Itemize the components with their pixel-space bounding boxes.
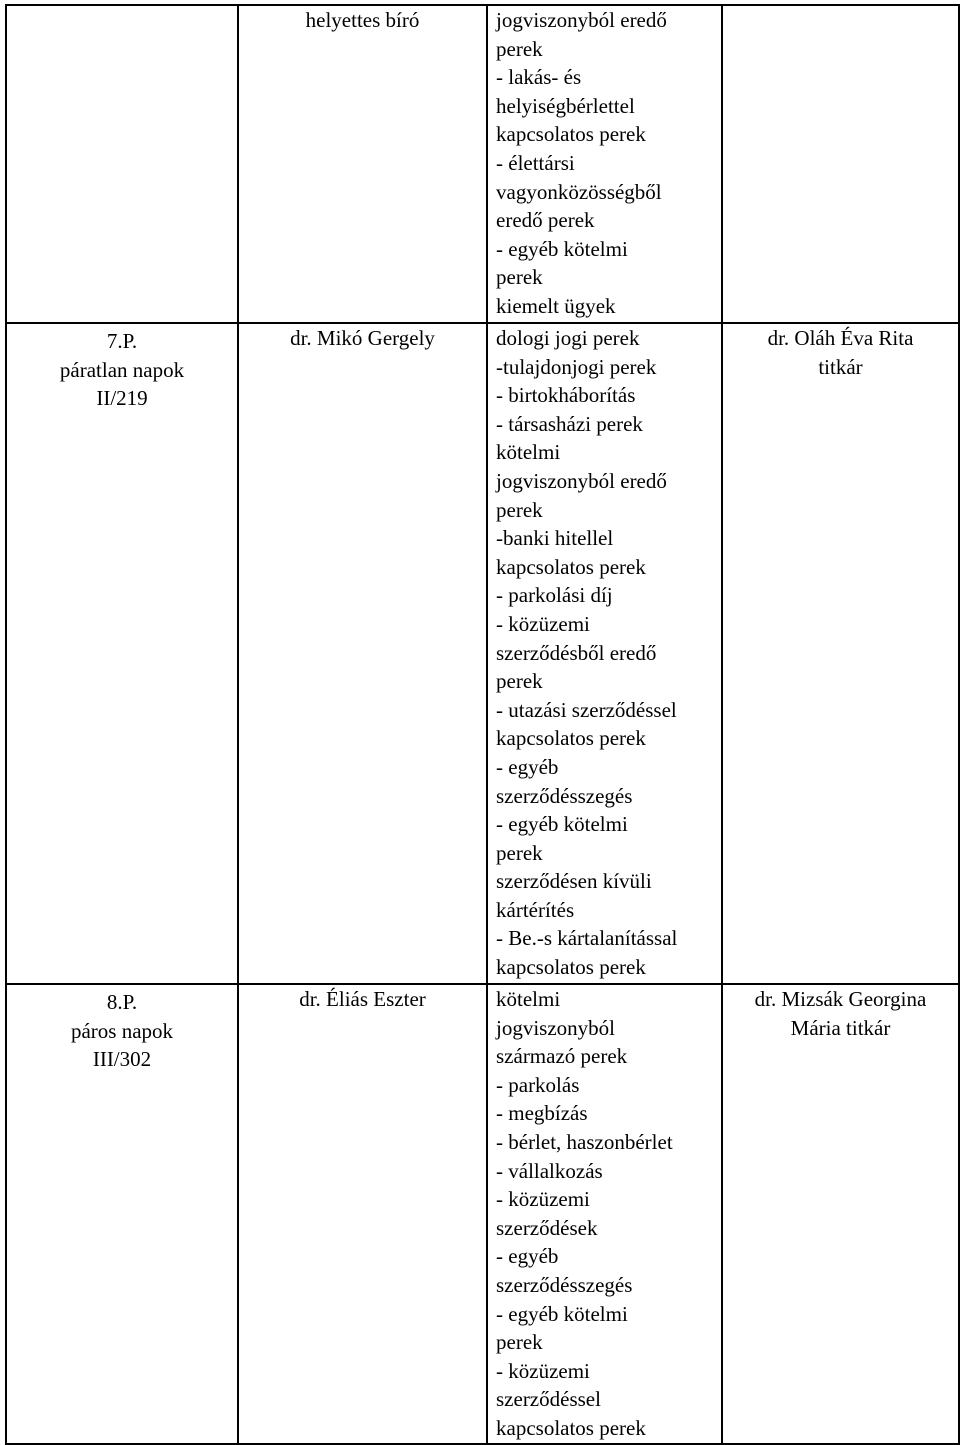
table-row <box>6 323 959 984</box>
judge-cell <box>238 5 487 323</box>
subject-line: szerződésszegés <box>496 1272 633 1297</box>
subject-line: - bérlet, haszonbérlet <box>496 1129 673 1154</box>
subject-line: perek <box>496 497 543 522</box>
subject-line: kapcsolatos perek <box>496 122 646 147</box>
subject-line: szerződésszegés <box>496 783 633 808</box>
subject-line: kötelmi <box>496 440 561 465</box>
subject-line: kötelmi <box>496 987 561 1011</box>
subject-line: szerződések <box>496 1215 598 1240</box>
clerk-cell <box>722 323 959 984</box>
subject-line: perek <box>496 265 543 290</box>
subject-line: - egyéb <box>496 1244 559 1269</box>
judge-name: helyettes bíró <box>305 8 420 32</box>
subject-line: jogviszonyból eredő <box>496 8 667 32</box>
subject-line: - parkolás <box>496 1072 580 1097</box>
subject-line: - lakás- és <box>496 65 582 90</box>
subject-line: szerződéssel <box>496 1387 601 1412</box>
subject-cell <box>487 5 722 323</box>
subject-line: perek <box>496 669 543 694</box>
clerk-name: dr. Mizsák Georgina <box>754 987 927 1011</box>
subject-line: - közüzemi <box>496 1187 590 1212</box>
subject-line: - Be.-s kártalanítással <box>496 926 678 951</box>
subject-line: perek <box>496 36 543 61</box>
subject-line: jogviszonyból <box>496 1015 615 1040</box>
chamber-cell <box>6 323 238 984</box>
subject-line: - társasházi perek <box>496 411 643 436</box>
subject-line: - egyéb <box>496 754 559 779</box>
judge-cell <box>238 984 487 1444</box>
subject-line: - vállalkozás <box>496 1158 603 1183</box>
subject-line: - élettársi <box>496 150 575 175</box>
subject-cell <box>487 323 722 984</box>
chamber-cell <box>6 5 238 323</box>
clerk-title: Mária titkár <box>790 1015 891 1040</box>
subject-line: - megbízás <box>496 1101 588 1126</box>
chamber-cell <box>6 984 238 1444</box>
subject-line: szerződésen kívüli <box>496 869 652 894</box>
clerk-cell <box>722 984 959 1444</box>
chamber-room: III/302 <box>92 1047 152 1072</box>
chamber-days: páratlan napok <box>59 357 185 382</box>
subject-line: kapcsolatos perek <box>496 955 646 980</box>
subject-line: kapcsolatos perek <box>496 554 646 579</box>
chamber-room: II/219 <box>96 386 148 411</box>
subject-line: szerződésből eredő <box>496 640 657 665</box>
subject-line: vagyonközösségből <box>496 179 662 204</box>
subject-line: - utazási szerződéssel <box>496 697 677 722</box>
clerk-cell <box>722 5 959 323</box>
chamber-number: 8.P. <box>106 990 138 1014</box>
subject-line: - parkolási díj <box>496 583 613 608</box>
subject-line: dologi jogi perek <box>496 326 640 350</box>
subject-line: helyiségbérlettel <box>496 93 635 118</box>
chamber-number: 7.P. <box>106 329 138 353</box>
subject-line: kapcsolatos perek <box>496 1415 646 1440</box>
clerk-name: dr. Oláh Éva Rita <box>767 326 914 350</box>
table-row <box>6 984 959 1444</box>
subject-line: perek <box>496 1330 543 1355</box>
subject-line: - egyéb kötelmi <box>496 1301 628 1326</box>
subject-line: perek <box>496 840 543 865</box>
clerk-title: titkár <box>818 354 863 379</box>
schedule-table <box>5 4 960 1445</box>
subject-line: -tulajdonjogi perek <box>496 354 657 379</box>
subject-line: - egyéb kötelmi <box>496 236 628 261</box>
subject-line: kapcsolatos perek <box>496 726 646 751</box>
subject-line: kártérítés <box>496 897 575 922</box>
table-row <box>6 5 959 323</box>
judge-cell <box>238 323 487 984</box>
judge-name: dr. Éliás Eszter <box>299 987 426 1011</box>
subject-line: - egyéb kötelmi <box>496 812 628 837</box>
subject-line: - birtokháborítás <box>496 383 636 408</box>
subject-cell <box>487 984 722 1444</box>
subject-line: jogviszonyból eredő <box>496 468 667 493</box>
subject-line: származó perek <box>496 1044 628 1069</box>
subject-line: - közüzemi <box>496 611 590 636</box>
subject-line: - közüzemi <box>496 1358 590 1383</box>
chamber-days: páros napok <box>70 1018 174 1043</box>
subject-line: kiemelt ügyek <box>496 293 616 318</box>
judge-name: dr. Mikó Gergely <box>290 326 435 350</box>
subject-line: -banki hitellel <box>496 526 614 551</box>
subject-line: eredő perek <box>496 208 595 233</box>
